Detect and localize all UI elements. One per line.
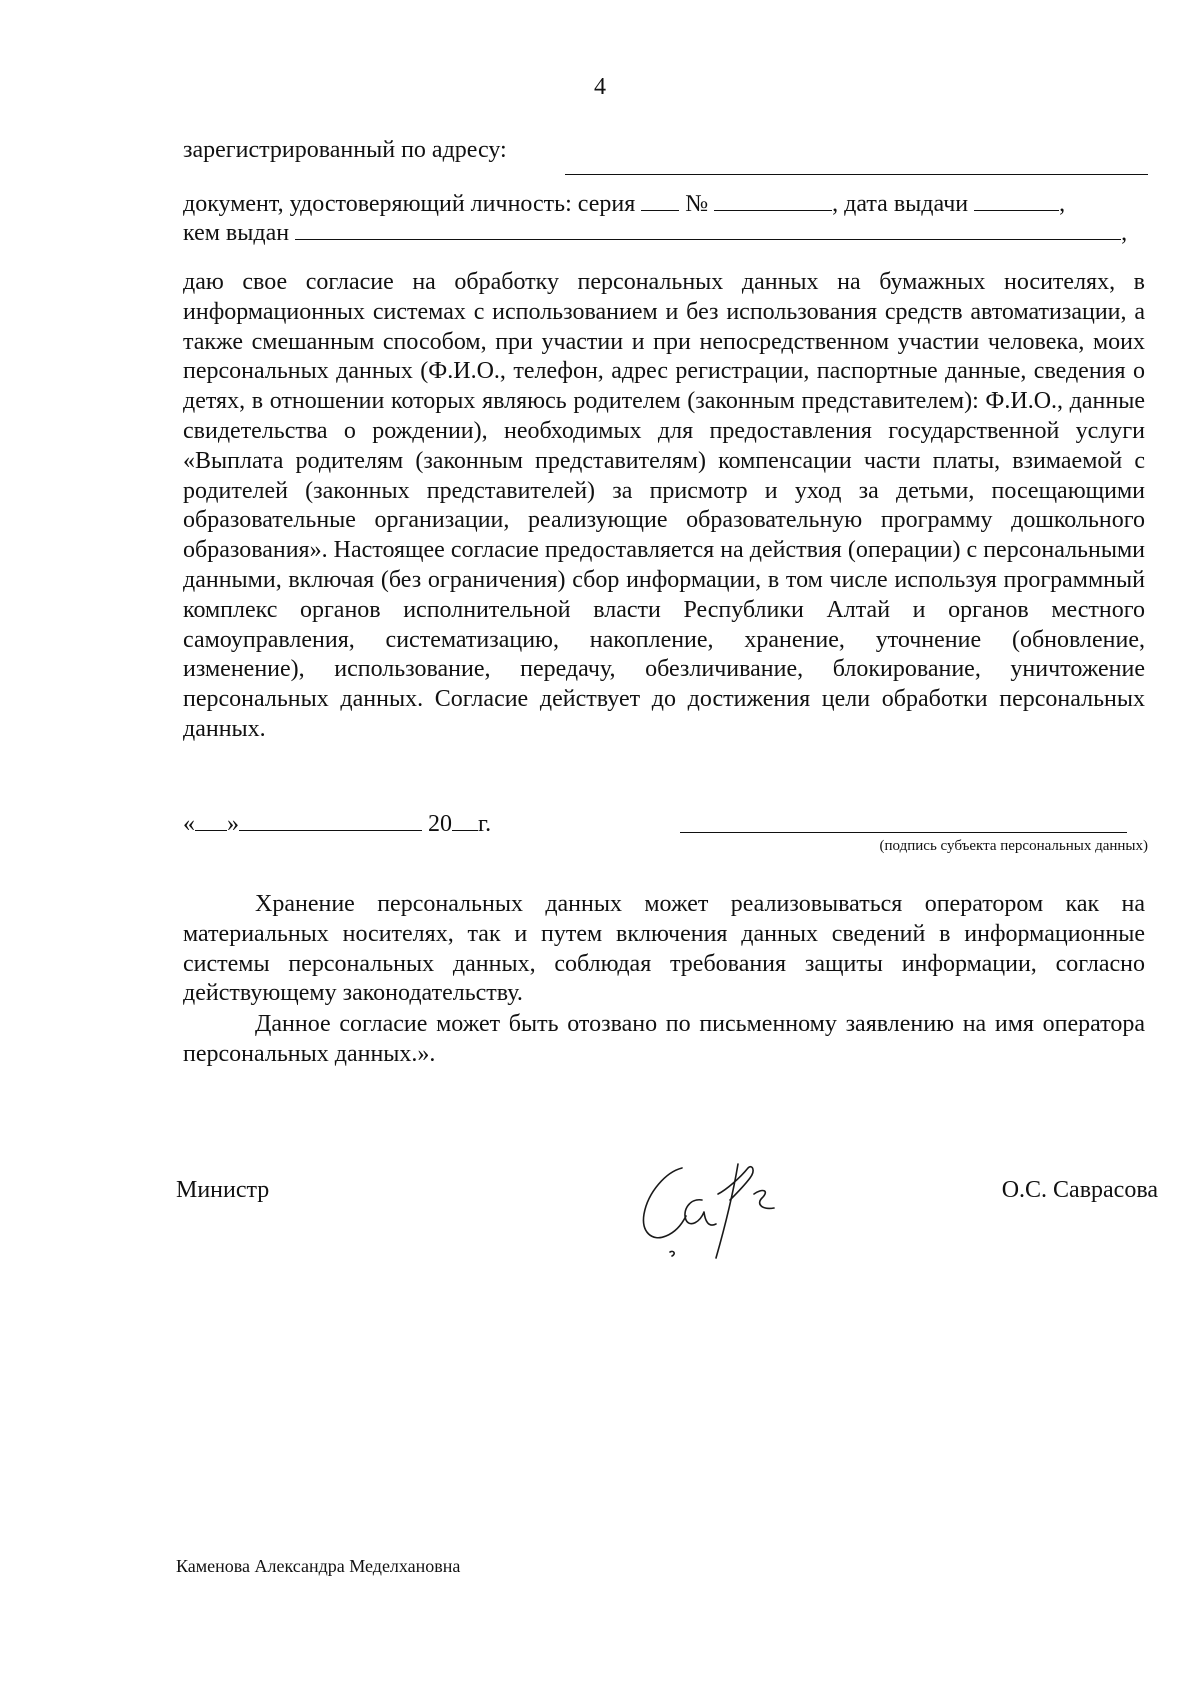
document-line-comma: , [1059, 191, 1066, 217]
address-blank [565, 174, 1148, 175]
page-number: 4 [594, 74, 606, 100]
number-sign: № [685, 191, 709, 217]
number-blank [714, 188, 832, 211]
signatory-name: О.С. Саврасова [1001, 1177, 1158, 1203]
issued-by-blank [295, 217, 1121, 240]
series-blank [641, 188, 679, 211]
signatory-title: Министр [176, 1177, 270, 1203]
year-blank [452, 808, 478, 831]
document-label: документ, удостоверяющий личность: серия [183, 191, 636, 217]
handwritten-signature [630, 1150, 800, 1265]
executor-name: Каменова Александра Меделхановна [176, 1556, 461, 1576]
date-field [183, 808, 491, 839]
date-issued-label: , дата выдачи [832, 191, 969, 217]
issued-by-line [183, 217, 1127, 248]
consent-paragraph: даю свое согласие на обработку персональных данных на бумажных носителях, в информационных системах с использованием и без использования средств автоматизации, а также смешанным способом, при участии и при непосредственном участии человека, моих персональных данных (Ф.И.О., телефон, адрес регистрации, паспортные данные, сведения о детях, в отношении которых являюсь родителем (законным представителем): Ф.И.О., данные свидетельства о рождении), необходимых для предоставления государственной услуги «Выплата родителям (законным представителям) компенсации части платы, взимаемой с родителей (законных представителей) за присмотр и уход за детьми, посещающими образовательные организации, реализующие образовательную программу дошкольного образования». Настоящее согласие предоставляется на действия (операции) с персональными данными, включая (без ограничения) сбор информации, в том числе используя программный комплекс органов исполнительной власти Республики Алтай и органов местного самоуправления, систематизацию, накопление, хранение, уточнение (обновление, изменение), использование, передачу, обезличивание, блокирование, уничтожение персональных данных. Согласие действует до достижения цели обработки персональных данных. [183, 269, 1145, 742]
month-blank [239, 808, 422, 831]
revoke-paragraph: Данное согласие может быть отозвано по письменному заявлению на имя оператора персональных данных.». [183, 1011, 1145, 1067]
signature-caption: (подпись субъекта персональных данных) [879, 838, 1148, 854]
close-quote: » [227, 811, 239, 837]
open-quote: « [183, 811, 195, 837]
storage-paragraph: Хранение персональных данных может реализовываться оператором как на материальных носителях, так и путем включения данных сведений в информационные системы персональных данных, соблюдая требования защиты информации, согласно действующему законодательству. [183, 891, 1145, 1007]
issued-by-label: кем выдан [183, 220, 290, 246]
day-blank [195, 808, 227, 831]
issued-by-comma: , [1121, 220, 1128, 246]
date-issued-blank [974, 188, 1059, 211]
year-prefix: 20 [428, 811, 452, 837]
signature-blank [680, 832, 1127, 833]
address-label: зарегистрированный по адресу: [183, 137, 507, 163]
document-line [183, 188, 1065, 219]
year-suffix: г. [478, 811, 492, 837]
